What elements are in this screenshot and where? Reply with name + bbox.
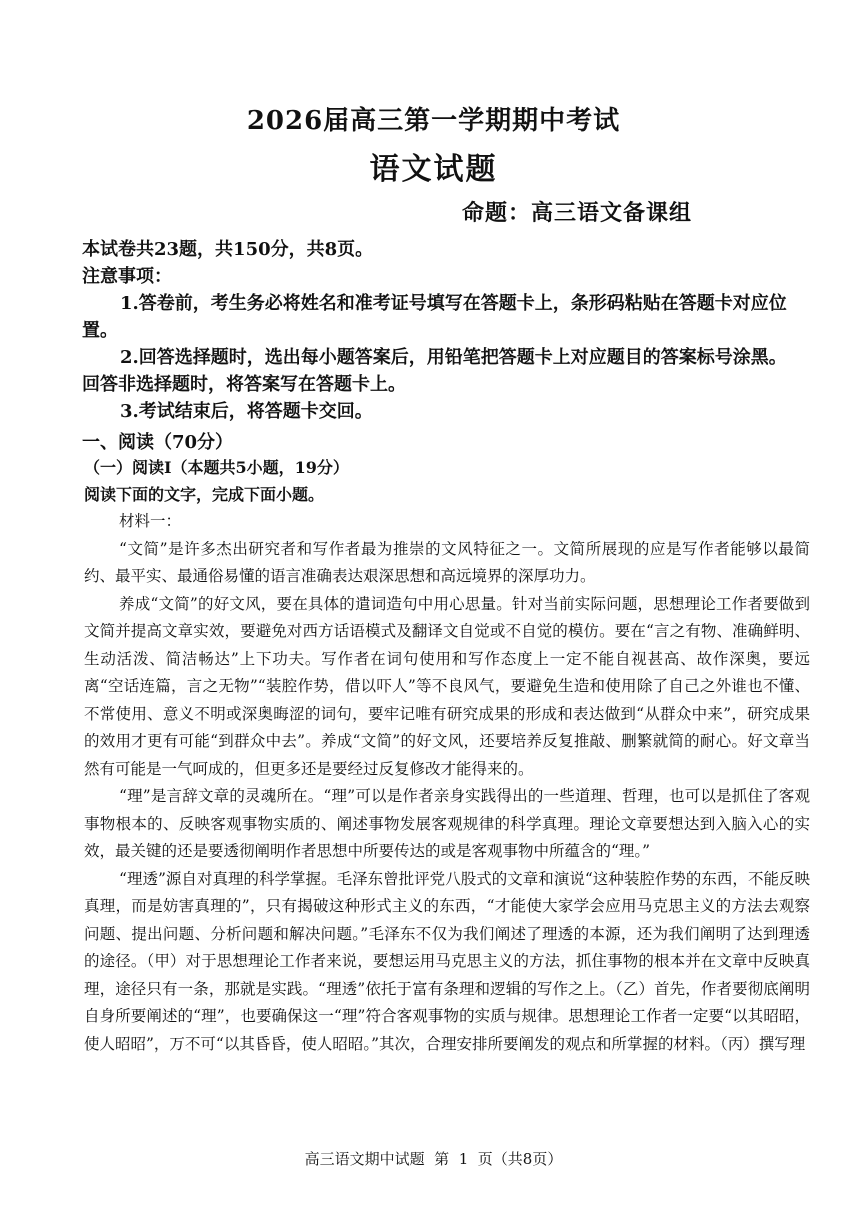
notice-item-2: 2.回答选择题时，选出每小题答案后，用铅笔把答题卡上对应题目的答案标号涂黑。回答非选择题时，将答案写在答题卡上。 — [82, 347, 787, 395]
material-label: 材料一： — [119, 512, 182, 530]
exam-title: 2026届高三第一学期期中考试 — [246, 106, 621, 136]
material-paragraph: “理透”源自对真理的科学掌握。毛泽东曾批评党八股式的文章和演说“这种装腔作势的东西，不能反映真理，而是妨害真理的”，只有揭破这种形式主义的东西，“才能使大家学会应用马克思主义的方法去观察问题、提出问题、分析问题和解决问题。”毛泽东不仅为我们阐述了理透的本源，还为我们阐明了达到理透的途径。（甲）对于思想理论工作者来说，要想运用马克思主义的方法，抓住事物的根本并在文章中反映真理，途径只有一条，那就是实践。“理透”依托于富有条理和逻辑的写作之上。（乙）首先，作者要彻底阐明自身所要阐述的“理”，也要确保这一“理”符合客观事物的实质与规律。思想理论工作者一定要“以其昭昭，使人昭昭”，万不可“以其昏昏，使人昭昭。”其次，合理安排所要阐发的观点和所掌握的材料。（丙）撰写理 — [84, 869, 810, 1053]
material-body — [84, 508, 810, 1058]
exam-summary: 本试卷共23题，共150分，共8页。 — [82, 239, 374, 260]
page-footer: 高三语文期中试题 第 1 页（共8页） — [304, 1150, 563, 1168]
section-heading: 一、阅读（70分） — [82, 432, 234, 453]
material-paragraph: 养成“文简”的好文风，要在具体的遣词造句中用心思量。针对当前实际问题，思想理论工作者要做到文简并提高文章实效，要避免对西方话语模式及翻译文自觉或不自觉的模仿。要在“言之有物、准确鲜明、生动活泼、简洁畅达”上下功夫。写作者在词句使用和写作态度上一定不能自视甚高、故作深奥，要远离“空话连篇，言之无物”“装腔作势，借以吓人”等不良风气，要避免生造和使用除了自己之外谁也不懂、不常使用、意义不明或深奥晦涩的词句，要牢记唯有研究成果的形成和表达做到“从群众中来”，研究成果的效用才更有可能“到群众中去”。养成“文简”的好文风，还要培养反复推敲、删繁就简的耐心。好文章当然有可能是一气呵成的，但更多还是要经过反复修改才能得来的。 — [84, 594, 810, 778]
notice-item-1: 1.答卷前，考生务必将姓名和准考证号填写在答题卡上，条形码粘贴在答题卡对应位置。 — [82, 293, 787, 341]
notice-item-3: 3.考试结束后，将答题卡交回。 — [120, 401, 373, 422]
material-paragraph: “理”是言辞文章的灵魂所在。“理”可以是作者亲身实践得出的一些道理、哲理，也可以是抓住了客观事物根本的、反映客观事物实质的、阐述事物发展客观规律的科学真理。理论文章要想达到入脑入心的实效，最关键的还是要透彻阐明作者思想中所要传达的或是客观事物中所蕴含的“理。” — [84, 787, 810, 860]
author-line: 命题：高三语文备课组 — [462, 200, 693, 226]
subject-title: 语文试题 — [369, 152, 498, 187]
reading-directive: 阅读下面的文字，完成下面小题。 — [84, 485, 325, 504]
notice-heading: 注意事项： — [82, 266, 172, 287]
section-subheading: （一）阅读Ⅰ（本题共5小题，19分） — [84, 458, 349, 477]
material-paragraph: “文简”是许多杰出研究者和写作者最为推崇的文风特征之一。文简所展现的应是写作者能够以最简约、最平实、最通俗易懂的语言准确表达艰深思想和高远境界的深厚功力。 — [84, 539, 810, 585]
